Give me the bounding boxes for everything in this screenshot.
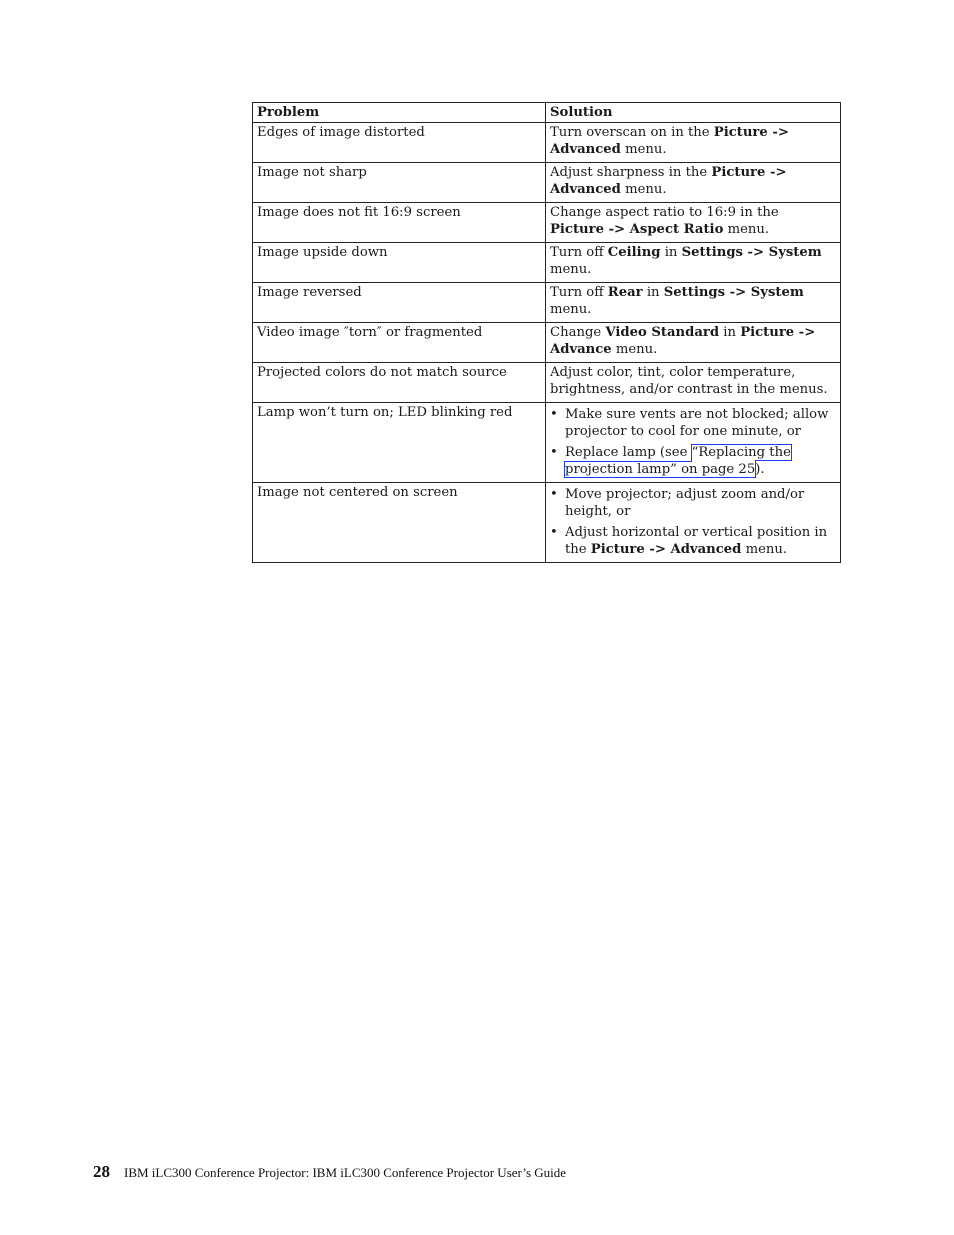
solution-text: Make sure vents are not blocked; allow projector to cool for one minute, or — [565, 407, 829, 439]
solution-text: menu. — [620, 142, 667, 157]
solution-text: ). — [755, 462, 765, 477]
bullet-icon: • — [550, 407, 558, 422]
table-row — [253, 123, 841, 163]
solution-text: menu. — [723, 222, 770, 237]
solution-text: in — [642, 285, 664, 300]
menu-path-text: Settings -> System — [663, 285, 804, 300]
problem-cell: Image not centered on screen — [253, 483, 546, 563]
solution-text: menu. — [611, 342, 658, 357]
troubleshooting-table — [252, 102, 841, 563]
menu-path-text: Picture -> Aspect Ratio — [550, 222, 724, 237]
problem-cell: Projected colors do not match source — [253, 363, 546, 403]
cross-reference-link[interactable]: “Replacing the projection lamp” on page 25 — [565, 445, 791, 477]
solution-bullet-list — [550, 486, 836, 558]
bullet-icon: • — [550, 487, 558, 502]
table-row — [253, 163, 841, 203]
solution-text: Change aspect ratio to 16:9 in the — [550, 205, 779, 220]
page-number: 28 — [93, 1162, 110, 1181]
bullet-icon: • — [550, 445, 558, 460]
problem-cell: Image reversed — [253, 283, 546, 323]
solution-text: Adjust sharpness in the — [550, 165, 712, 180]
solution-cell — [546, 203, 841, 243]
solution-cell — [546, 363, 841, 403]
solution-text: Turn overscan on in the — [550, 125, 714, 140]
solution-text: in — [719, 325, 741, 340]
solution-bullet-list — [550, 406, 836, 478]
solution-text: Adjust color, tint, color temperature, brightness, and/or contrast in the menus. — [550, 365, 828, 397]
menu-path-text: Settings -> System — [681, 245, 822, 260]
table-header-row — [253, 103, 841, 123]
solution-text: Move projector; adjust zoom and/or height, or — [565, 487, 805, 519]
solution-cell — [546, 163, 841, 203]
page-footer — [93, 1162, 566, 1182]
problem-cell: Image not sharp — [253, 163, 546, 203]
table-row — [253, 203, 841, 243]
menu-path-text: Ceiling — [607, 245, 661, 260]
table-row — [253, 323, 841, 363]
problem-cell: Edges of image distorted — [253, 123, 546, 163]
solution-cell — [546, 243, 841, 283]
solution-text: menu. — [550, 262, 592, 277]
solution-text: Change — [550, 325, 606, 340]
table-body — [253, 123, 841, 563]
solution-text: Replace lamp (see — [565, 445, 692, 460]
header-solution: Solution — [546, 103, 841, 123]
solution-text: menu. — [741, 542, 788, 557]
menu-path-text: Video Standard — [605, 325, 720, 340]
list-item — [550, 524, 836, 558]
problem-cell: Video image ″torn″ or fragmented — [253, 323, 546, 363]
solution-text: Turn off — [550, 285, 608, 300]
table-row — [253, 243, 841, 283]
table-row — [253, 363, 841, 403]
menu-path-text: Picture -> Advanced — [590, 542, 742, 557]
problem-cell: Image upside down — [253, 243, 546, 283]
menu-path-text: Picture -> Advance — [550, 325, 816, 357]
solution-cell — [546, 403, 841, 483]
table-row — [253, 283, 841, 323]
list-item — [550, 406, 836, 440]
header-problem: Problem — [253, 103, 546, 123]
table-row — [253, 483, 841, 563]
solution-text: in — [660, 245, 682, 260]
solution-text: menu. — [550, 302, 592, 317]
list-item — [550, 486, 836, 520]
solution-text: Adjust horizontal or vertical position in the — [565, 525, 828, 557]
menu-path-text: Picture -> Advanced — [550, 165, 787, 197]
solution-cell — [546, 123, 841, 163]
list-item — [550, 444, 836, 478]
solution-cell — [546, 323, 841, 363]
problem-cell: Image does not fit 16:9 screen — [253, 203, 546, 243]
footer-title: IBM iLC300 Conference Projector: IBM iLC300 Conference Projector User’s Guide — [124, 1165, 567, 1180]
table-row — [253, 403, 841, 483]
bullet-icon: • — [550, 525, 558, 540]
solution-cell — [546, 283, 841, 323]
solution-text: Turn off — [550, 245, 608, 260]
menu-path-text: Picture -> Advanced — [550, 125, 789, 157]
solution-cell — [546, 483, 841, 563]
problem-cell: Lamp won’t turn on; LED blinking red — [253, 403, 546, 483]
menu-path-text: Rear — [607, 285, 643, 300]
solution-text: menu. — [620, 182, 667, 197]
